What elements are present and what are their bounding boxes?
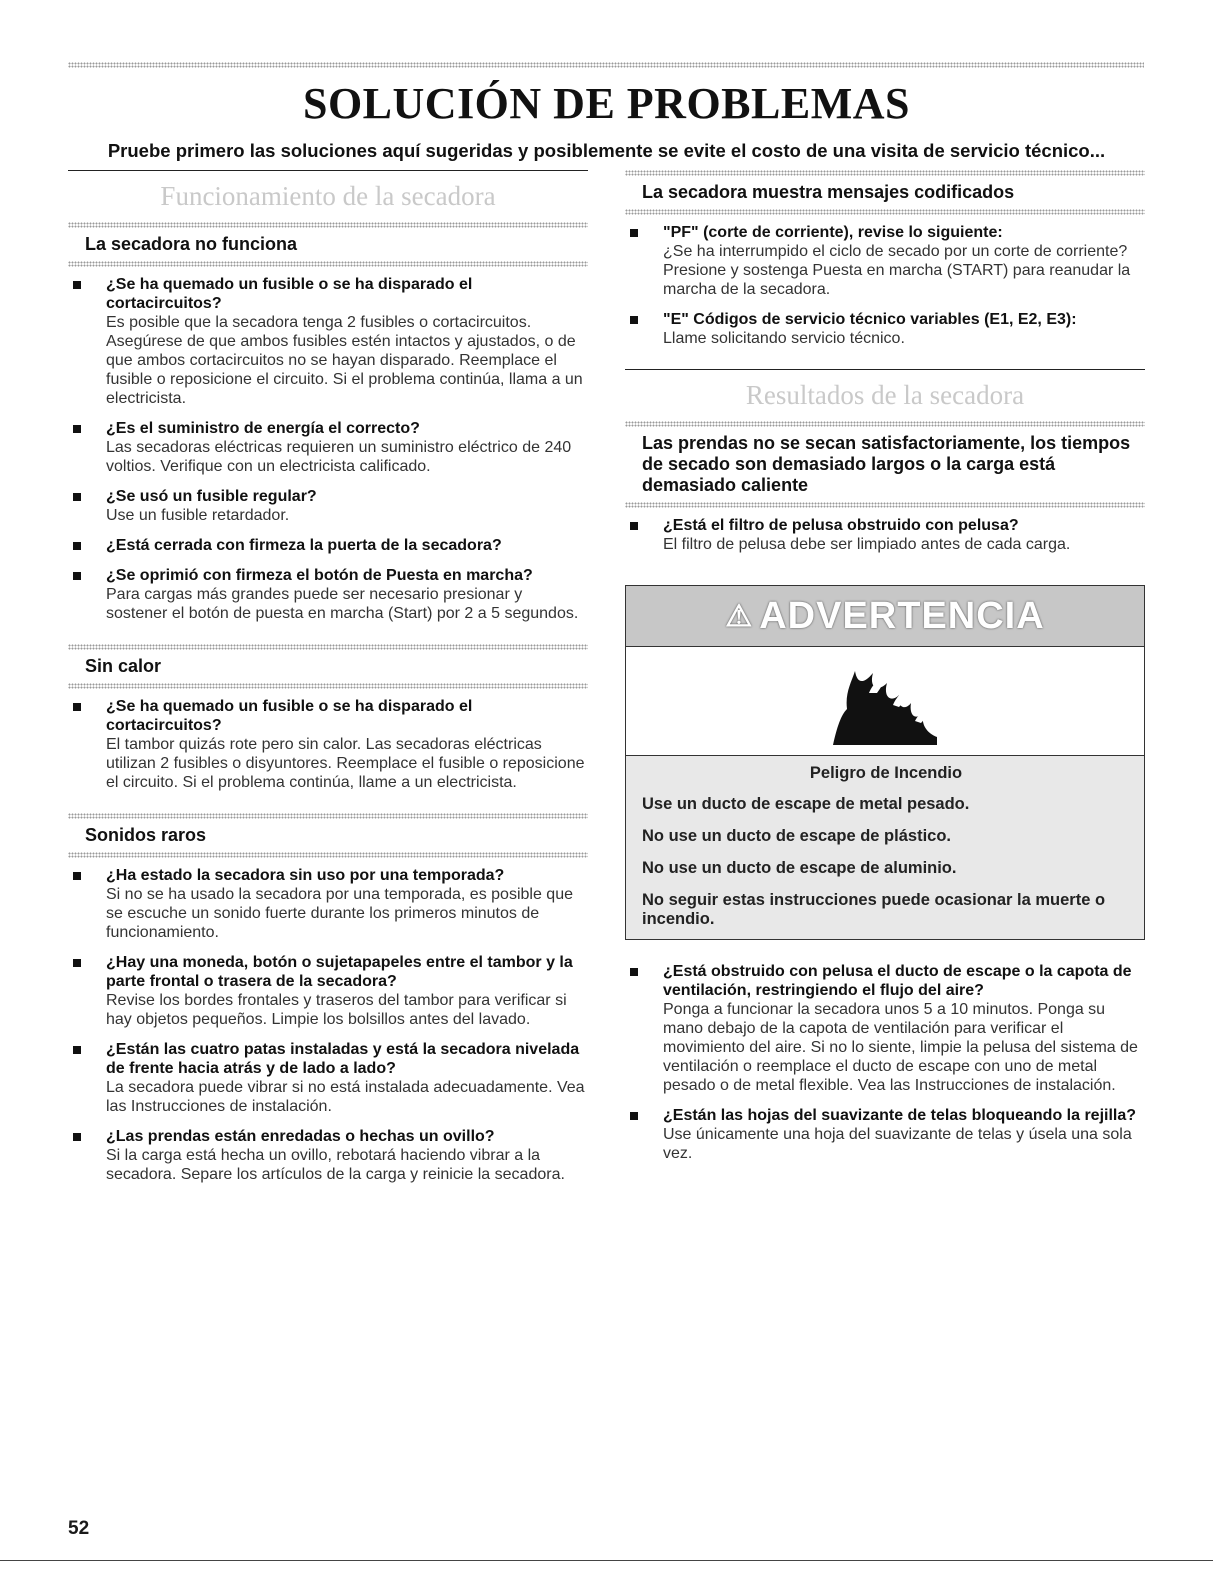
list-item [68, 697, 588, 792]
warning-line: Use un ducto de escape de metal pesado. [642, 795, 970, 813]
warning-heading: Peligro de Incendio [809, 764, 963, 782]
warning-body [626, 756, 1144, 939]
bullet-icon [630, 968, 638, 976]
answer: Si la carga está hecha un ovillo, rebotará haciendo vibrar a la secadora. Separe los artículos de la carga y reinicie la secadora. [106, 1147, 565, 1183]
answer: Para cargas más grandes puede ser necesario presionar y sostener el botón de puesta en marcha (Start) por 2 a 5 segundos. [106, 586, 579, 622]
question: ¿Hay una moneda, botón o sujetapapeles entre el tambor y la parte frontal o trasera de la secadora? [106, 954, 573, 990]
list-item [68, 536, 588, 555]
question: ¿Ha estado la secadora sin uso por una temporada? [106, 867, 505, 884]
question: ¿Se ha quemado un fusible o se ha disparado el cortacircuitos? [106, 276, 473, 312]
page-title: SOLUCIÓN DE PROBLEMAS [302, 79, 911, 128]
warning-line: No use un ducto de escape de plástico. [642, 827, 951, 845]
section-title: Resultados de la secadora [745, 380, 1025, 410]
question: ¿Está cerrada con firmeza la puerta de la secadora? [106, 537, 502, 554]
answer: Llame solicitando servicio técnico. [663, 330, 905, 347]
bullet-icon [73, 872, 81, 880]
list-item [68, 419, 588, 476]
warning-line: No seguir estas instrucciones puede ocasionar la muerte o incendio. [642, 891, 1106, 928]
item-list [68, 689, 588, 813]
bullet-icon [73, 703, 81, 711]
list-item [68, 1040, 588, 1116]
answer: Ponga a funcionar la secadora unos 5 a 10 minutos. Ponga su mano debajo de la capota de ventilación para verificar el movimiento del aire. Si no lo siente, limpie la pelusa del sistema de ventilación o reemplace el ducto de escape con uno de metal pesado o de metal flexible. Vea las Instrucciones de instalación. [663, 1001, 1138, 1094]
bullet-icon [73, 959, 81, 967]
question: ¿Está obstruido con pelusa el ducto de escape o la capota de ventilación, restringiendo el flujo del aire? [663, 963, 1132, 999]
bullet-icon [73, 425, 81, 433]
warning-banner [626, 586, 1144, 646]
question: ¿Se ha quemado un fusible o se ha disparado el cortacircuitos? [106, 698, 473, 734]
answer: ¿Se ha interrumpido el ciclo de secado por un corte de corriente? Presione y sostenga Puesta en marcha (START) para reanudar la marcha de la secadora. [663, 243, 1131, 298]
section-header [625, 369, 1145, 421]
list-item [625, 223, 1145, 299]
question: "PF" (corte de corriente), revise lo siguiente: [663, 224, 1003, 241]
question: ¿Se usó un fusible regular? [106, 488, 317, 505]
top-dotted-rule [68, 62, 1144, 68]
list-item [625, 1106, 1145, 1163]
list-item [68, 953, 588, 1029]
warning-line: No use un ducto de escape de aluminio. [642, 859, 957, 877]
bottom-rule [0, 1560, 1213, 1561]
answer: Revise los bordes frontales y traseros del tambor para verificar si hay objetos pequeños. Limpie los bolsillos antes del lavado. [106, 992, 567, 1028]
list-item [68, 566, 588, 623]
bullet-icon [73, 1133, 81, 1141]
question: ¿Está el filtro de pelusa obstruido con pelusa? [663, 517, 1019, 534]
group-title: Las prendas no se secan satisfactoriamente, los tiempos de secado son demasiado largos o la carga está demasiado caliente [642, 433, 1131, 495]
question: ¿Las prendas están enredadas o hechas un ovillo? [106, 1128, 495, 1145]
page-subtitle: Pruebe primero las soluciones aquí sugeridas y posiblemente se evite el costo de una visita de servicio técnico... [107, 140, 1106, 161]
answer: La secadora puede vibrar si no está instalada adecuadamente. Vea las Instrucciones de instalación. [106, 1079, 585, 1115]
answer: Use un fusible retardador. [106, 507, 290, 524]
list-item [625, 962, 1145, 1095]
group-title: Sonidos raros [85, 825, 207, 845]
page-number: 52 [68, 1518, 90, 1539]
group-title: La secadora no funciona [85, 234, 298, 254]
answer: El tambor quizás rote pero sin calor. Las secadoras eléctricas utilizan 2 fusibles o disyuntores. Reemplace el fusible o reposicione el circuito. Si el problema continúa, llame a un electricista. [106, 736, 585, 791]
bullet-icon [73, 572, 81, 580]
group-title: La secadora muestra mensajes codificados [642, 182, 1015, 202]
answer: Es posible que la secadora tenga 2 fusibles o cortacircuitos. Asegúrese de que ambos fusibles estén intactos y ajustados, o de que ambos cortacircuitos no se hayan disparado. Reemplace el fusible o reposicione el circuito. Si el problema continúa, llama a un electricista. [106, 314, 583, 407]
item-list [68, 858, 588, 1205]
item-list [625, 215, 1145, 369]
answer: Si no se ha usado la secadora por una temporada, es posible que se escuche un sonido fuerte durante los primeros minutos de funcionamiento. [106, 886, 573, 941]
bullet-icon [73, 493, 81, 501]
question: ¿Están las hojas del suavizante de telas bloqueando la rejilla? [663, 1107, 1137, 1124]
list-item [68, 275, 588, 408]
answer: Use únicamente una hoja del suavizante de telas y úsela una sola vez. [663, 1126, 1132, 1162]
section-title: Funcionamiento de la secadora [160, 181, 496, 211]
item-list [625, 954, 1145, 1184]
warning-banner-text: ADVERTENCIA [759, 594, 1045, 637]
bullet-icon [73, 1046, 81, 1054]
item-list [625, 508, 1145, 575]
question: ¿Están las cuatro patas instaladas y está la secadora nivelada de frente hacia atrás y de lado a lado? [106, 1041, 580, 1077]
left-column [68, 170, 588, 1205]
question: ¿Es el suministro de energía el correcto? [106, 420, 420, 437]
list-item [68, 1127, 588, 1184]
item-list [68, 267, 588, 644]
warning-box [625, 585, 1145, 940]
list-item [625, 516, 1145, 554]
right-column [625, 170, 1145, 1184]
bullet-icon [630, 522, 638, 530]
warning-triangle-icon: ⚠ [725, 599, 754, 633]
fire-icon [626, 646, 1144, 756]
question: ¿Se oprimió con firmeza el botón de Puesta en marcha? [106, 567, 533, 584]
answer: Las secadoras eléctricas requieren un suministro eléctrico de 240 voltios. Verifique con un electricista calificado. [106, 439, 572, 475]
list-item [68, 866, 588, 942]
bullet-icon [630, 316, 638, 324]
list-item [625, 310, 1145, 348]
group-title: Sin calor [85, 656, 162, 676]
section-header [68, 170, 588, 222]
question: "E" Códigos de servicio técnico variables (E1, E2, E3): [663, 311, 1077, 328]
bullet-icon [630, 1112, 638, 1120]
answer: El filtro de pelusa debe ser limpiado antes de cada carga. [663, 536, 1071, 553]
bullet-icon [630, 229, 638, 237]
bullet-icon [73, 542, 81, 550]
list-item [68, 487, 588, 525]
bullet-icon [73, 281, 81, 289]
